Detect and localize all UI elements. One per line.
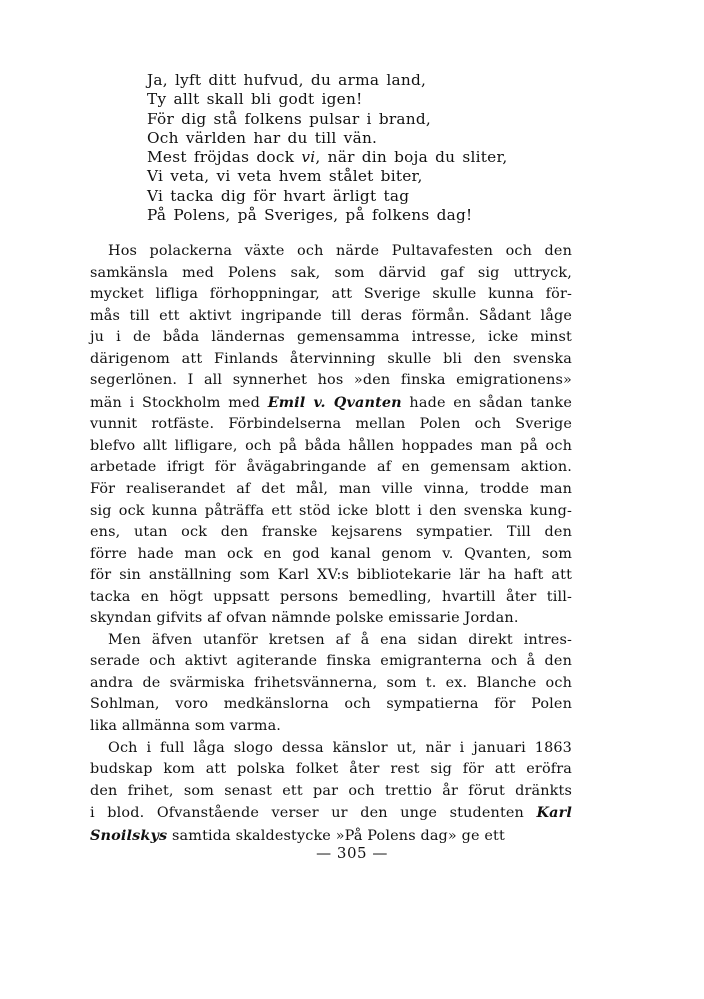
poem-line: På Polens, på Sveriges, på folkens dag! bbox=[147, 206, 473, 225]
paragraph-1 bbox=[90, 241, 572, 630]
emphasis-name: Emil v. Qvanten bbox=[267, 393, 402, 411]
text-run: i blod. Ofvanstående verser ur den unge studenten bbox=[90, 805, 537, 822]
text-line: vunnit rotfäste. Förbindelserna mellan Polen och Sverige bbox=[90, 416, 572, 433]
text-line: ens, utan ock den franske kejsarens sympatier. Till den bbox=[90, 524, 572, 541]
poem-line-emphasis bbox=[147, 148, 527, 167]
text-line: arbetade ifrigt för åvägabringande af en gemensam aktion. bbox=[90, 459, 572, 476]
page-number: — 305 — bbox=[316, 844, 388, 862]
poem-line: Vi veta, vi veta hvem stålet biter, bbox=[147, 167, 423, 186]
emphasis-name: Snoilskys bbox=[90, 826, 168, 844]
poem-text: Mest fröjdas dock bbox=[147, 148, 302, 167]
text-line: Och i full låga slogo dessa känslor ut, när i januari 1863 bbox=[108, 739, 572, 756]
text-line: förre hade man ock en god kanal genom v. Qvanten, som bbox=[90, 545, 572, 562]
text-line: Sohlman, voro medkänslorna och sympatierna för Polen bbox=[90, 696, 572, 713]
text-line: andra de svärmiska frihetsvännerna, som t. ex. Blanche och bbox=[90, 674, 572, 691]
text-line: därigenom att Finlands återvinning skulle bli den svenska bbox=[90, 350, 572, 367]
text-line: Men äfven utanför kretsen af å ena sidan direkt intres- bbox=[108, 631, 572, 648]
poem-line: Ty allt skall bli godt igen! bbox=[147, 90, 363, 109]
text-line: Hos polackerna växte och närde Pultavafesten och den bbox=[108, 243, 572, 259]
text-line: För realiserandet af det mål, man ville vinna, trodde man bbox=[90, 481, 572, 498]
text-line: den frihet, som senast ett par och trettio år förut dränkts bbox=[90, 782, 572, 799]
paragraph-2 bbox=[90, 630, 572, 738]
text-line bbox=[90, 392, 572, 415]
text-line: lika allmänna som varma. bbox=[90, 718, 282, 735]
text-line: skyndan gifvits af ofvan nämnde polske emissarie Jordan. bbox=[90, 610, 519, 627]
text-line: ju i de båda ländernas gemensamma intresse, icke minst bbox=[90, 329, 572, 346]
poem-line: Och världen har du till vän. bbox=[147, 128, 378, 147]
body-text bbox=[90, 241, 572, 847]
text-run: samtida skaldestycke »På Polens dag» ge ett bbox=[167, 827, 505, 844]
text-line: segerlönen. I all synnerhet hos »den finska emigrationens» bbox=[90, 372, 572, 389]
text-line: samkänsla med Polens sak, som därvid gaf sig uttryck, bbox=[90, 264, 572, 281]
poem-stanza bbox=[147, 71, 527, 225]
text-line: tacka en högt uppsatt persons bemedling, hvartill åter till- bbox=[90, 588, 572, 605]
poem-line: Vi tacka dig för hvart ärligt tag bbox=[147, 186, 410, 205]
text-line: budskap kom att polska folket åter rest sig för att eröfra bbox=[90, 761, 572, 778]
text-run: män i Stockholm med bbox=[90, 394, 268, 411]
poem-text: , när din boja du sliter, bbox=[315, 148, 508, 167]
text-line: serade och aktivt agiterande finska emigranterna och å den bbox=[90, 653, 572, 670]
text-line: för sin anställning som Karl XV:s bibliotekarie lär ha haft att bbox=[90, 567, 572, 584]
text-line bbox=[90, 802, 572, 825]
paragraph-3 bbox=[90, 738, 572, 848]
text-line: sig ock kunna påträffa ett stöd icke blott i den svenska kung- bbox=[90, 502, 572, 519]
text-line: mås till ett aktivt ingripande till deras förmån. Sådant låge bbox=[90, 307, 572, 324]
text-run: hade en sådan tanke bbox=[401, 394, 572, 411]
emphasis-name: Karl bbox=[536, 804, 572, 822]
text-line: mycket lifliga förhoppningar, att Sverige skulle kunna för- bbox=[90, 286, 572, 303]
poem-emphasis: vi bbox=[301, 148, 316, 167]
text-line: blefvo allt lifligare, och på båda hållen hoppades man på och bbox=[90, 437, 572, 454]
poem-line: För dig stå folkens pulsar i brand, bbox=[147, 109, 432, 128]
poem-line: Ja, lyft ditt hufvud, du arma land, bbox=[147, 71, 427, 89]
